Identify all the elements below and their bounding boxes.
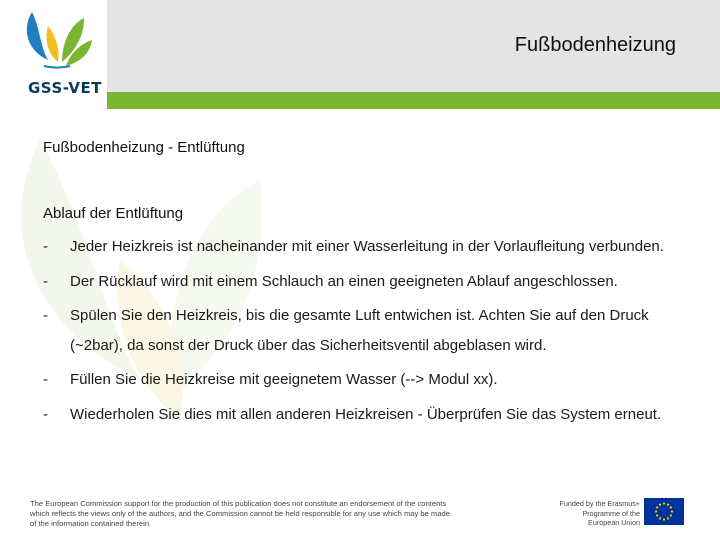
list-item-text: Wiederholen Sie dies mit allen anderen Heizkreisen - Überprüfen Sie das System erneut.	[70, 405, 662, 423]
bullet-marker: -	[43, 307, 48, 324]
list-item	[43, 232, 673, 262]
list-item-text: Füllen Sie die Heizkreise mit geeignetem Wasser (--> Modul xx).	[70, 371, 498, 388]
slide-subtitle: Fußbodenheizung - Entlüftung	[43, 139, 245, 156]
logo-text: GSS-VET	[28, 79, 102, 97]
page-title: Fußbodenheizung	[514, 34, 676, 56]
list-item-text: Spülen Sie den Heizkreis, bis die gesamte Luft entwichen ist. Achten Sie auf den Druck (~2bar), da sonst der Druck über das Sicherheitsventil abgeblasen wird.	[70, 307, 649, 354]
bullet-marker: -	[43, 405, 48, 423]
section-heading: Ablauf der Entlüftung	[43, 205, 184, 222]
procedure-list	[43, 232, 673, 434]
list-item	[43, 365, 673, 395]
list-item	[43, 267, 673, 297]
funded-by-text: Funded by the Erasmus+ Programme of the European Union	[559, 499, 640, 528]
header-accent-bar	[107, 92, 720, 109]
list-item	[43, 400, 673, 430]
eu-disclaimer: The European Commission support for the production of this publication does not constitute an endorsement of the contents which reflects the views only of the authors, and the Commission cannot be held responsible for any use which may be made of the information contained therein.	[30, 499, 450, 528]
bullet-marker: -	[43, 272, 48, 290]
list-item-text: Jeder Heizkreis ist nacheinander mit einer Wasserleitung in der Vorlaufleitung verbunden.	[70, 238, 664, 255]
list-item-text: Der Rücklauf wird mit einem Schlauch an einen geeigneten Ablauf angeschlossen.	[70, 272, 618, 290]
eu-flag-icon	[644, 498, 684, 525]
list-item	[43, 301, 673, 360]
bullet-marker: -	[43, 238, 48, 255]
bullet-marker: -	[43, 371, 48, 388]
